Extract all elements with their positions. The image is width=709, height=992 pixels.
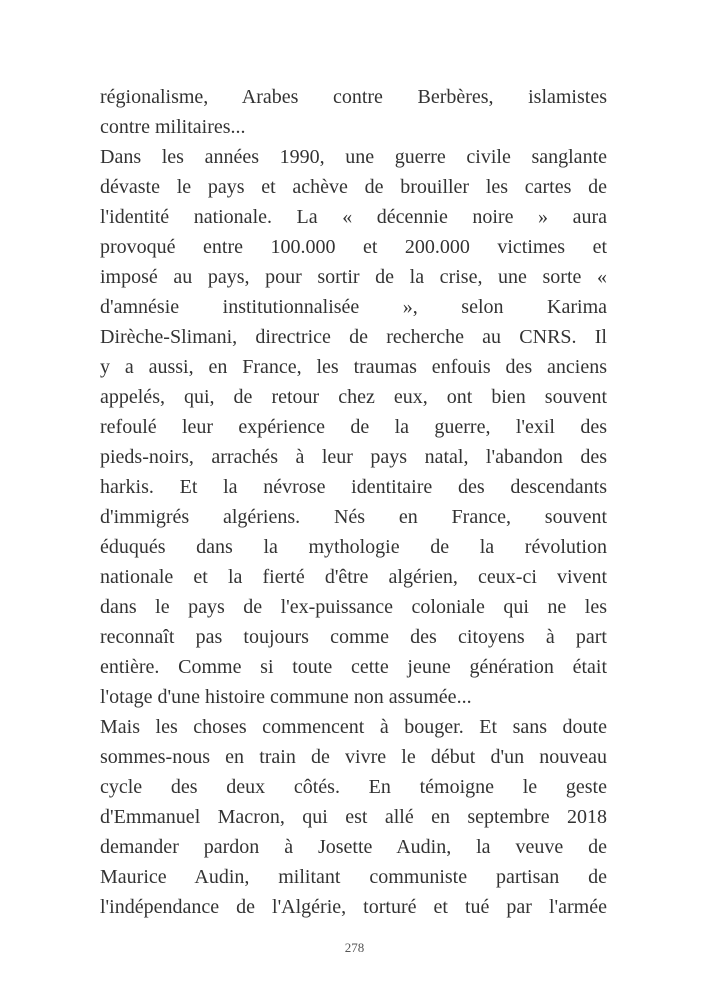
- text-line: d'amnésie institutionnalisée », selon Karima: [100, 296, 607, 318]
- text-line: d'Emmanuel Macron, qui est allé en septembre 2018: [100, 806, 607, 828]
- text-line: pieds-noirs, arrachés à leur pays natal, l'abandon des: [100, 446, 607, 468]
- text-line: entière. Comme si toute cette jeune génération était: [100, 656, 607, 678]
- text-line: y a aussi, en France, les traumas enfouis des anciens: [100, 356, 607, 378]
- text-line: nationale et la fierté d'être algérien, ceux-ci vivent: [100, 566, 607, 588]
- text-line: régionalisme, Arabes contre Berbères, islamistes: [100, 86, 607, 108]
- text-line: Maurice Audin, militant communiste partisan de: [100, 866, 607, 888]
- text-line: reconnaît pas toujours comme des citoyens à part: [100, 626, 607, 648]
- page-number: 278: [344, 940, 365, 955]
- text-line: provoqué entre 100.000 et 200.000 victimes et: [100, 236, 607, 258]
- text-line: cycle des deux côtés. En témoigne le geste: [100, 776, 607, 798]
- text-line: l'indépendance de l'Algérie, torturé et tué par l'armée: [100, 896, 607, 918]
- text-line: Dirèche-Slimani, directrice de recherche au CNRS. Il: [100, 326, 607, 348]
- text-line: contre militaires...: [100, 116, 246, 138]
- text-line: l'otage d'une histoire commune non assumée...: [100, 686, 472, 708]
- text-line: demander pardon à Josette Audin, la veuve de: [100, 836, 607, 858]
- text-line: appelés, qui, de retour chez eux, ont bien souvent: [100, 386, 607, 408]
- text-line: dévaste le pays et achève de brouiller les cartes de: [100, 176, 607, 198]
- text-line: refoulé leur expérience de la guerre, l'exil des: [100, 416, 607, 438]
- page-text: [100, 82, 607, 922]
- text-line: dans le pays de l'ex-puissance coloniale qui ne les: [100, 596, 607, 618]
- text-line: imposé au pays, pour sortir de la crise, une sorte «: [100, 266, 607, 288]
- text-line: harkis. Et la névrose identitaire des descendants: [100, 476, 607, 498]
- text-line: l'identité nationale. La « décennie noire » aura: [100, 206, 607, 228]
- text-line: Dans les années 1990, une guerre civile sanglante: [100, 146, 607, 168]
- text-line: sommes-nous en train de vivre le début d'un nouveau: [100, 746, 607, 768]
- text-line: d'immigrés algériens. Nés en France, souvent: [100, 506, 607, 528]
- text-line: éduqués dans la mythologie de la révolution: [100, 536, 607, 558]
- text-line: Mais les choses commencent à bouger. Et sans doute: [100, 716, 607, 738]
